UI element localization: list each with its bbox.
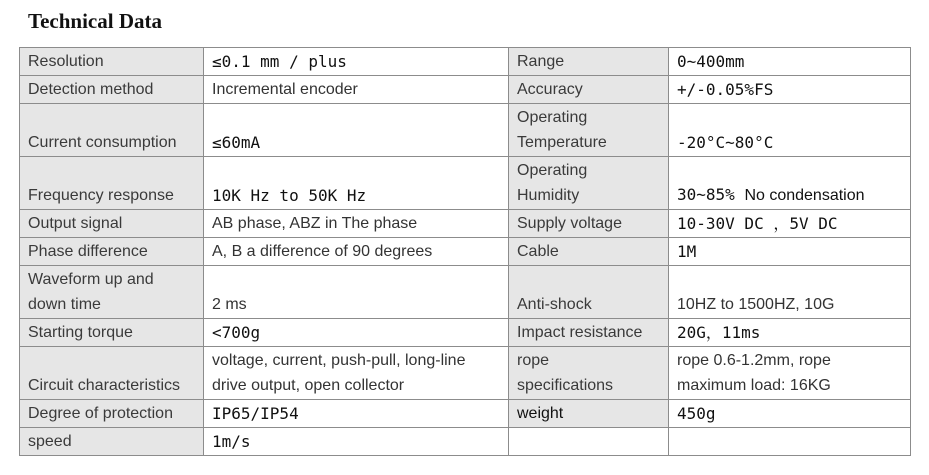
spec-value: 10HZ to 1500HZ, 10G (669, 266, 911, 319)
spec-label: weight (509, 400, 669, 428)
spec-value: <700g (204, 319, 509, 347)
spec-label-line: Waveform up and (28, 271, 154, 288)
spec-label-multiline (509, 347, 669, 400)
spec-label-line: Operating (517, 109, 588, 126)
spec-value: 10K Hz to 50K Hz (204, 157, 509, 210)
spec-value: 10-30V DC ，5V DC (669, 210, 911, 238)
spec-value-line: maximum load: 16KG (677, 377, 831, 394)
spec-label-line: Humidity (517, 187, 580, 204)
spec-label: Accuracy (509, 76, 669, 104)
empty-cell (669, 428, 911, 456)
spec-label: Cable (509, 238, 669, 266)
spec-value: 1m/s (204, 428, 509, 456)
spec-value: ≤0.1 mm / plus (204, 48, 509, 76)
spec-value: 0~400mm (669, 48, 911, 76)
spec-label-line: Temperature (517, 134, 607, 151)
spec-label: Starting torque (20, 319, 204, 347)
spec-value: A, B a difference of 90 degrees (204, 238, 509, 266)
spec-label: Degree of protection (20, 400, 204, 428)
spec-label: Impact resistance (509, 319, 669, 347)
spec-value: 2 ms (204, 266, 509, 319)
spec-value: 20G，11ms (669, 319, 911, 347)
table-row (20, 319, 911, 347)
spec-value-multiline (669, 347, 911, 400)
spec-label: Circuit characteristics (20, 347, 204, 400)
table-row (20, 266, 911, 319)
spec-value: Incremental encoder (204, 76, 509, 104)
spec-label: Supply voltage (509, 210, 669, 238)
spec-label-multiline (509, 157, 669, 210)
spec-label-line: down time (28, 296, 101, 313)
spec-value: ≤60mA (204, 104, 509, 157)
spec-label-line: rope (517, 352, 550, 369)
spec-value: AB phase, ABZ in The phase (204, 210, 509, 238)
spec-value: IP65/IP54 (204, 400, 509, 428)
spec-label: Output signal (20, 210, 204, 238)
spec-label: Current consumption (20, 104, 204, 157)
spec-label: Resolution (20, 48, 204, 76)
spec-label: Range (509, 48, 669, 76)
spec-value: -20°C~80°C (669, 104, 911, 157)
spec-value-note: No condensation (744, 187, 865, 204)
spec-label: Phase difference (20, 238, 204, 266)
table-row (20, 210, 911, 238)
empty-cell (509, 428, 669, 456)
spec-label: speed (20, 428, 204, 456)
spec-label-multiline (20, 266, 204, 319)
table-row (20, 238, 911, 266)
spec-label-line: specifications (517, 377, 614, 394)
spec-value: 450g (669, 400, 911, 428)
spec-label: Detection method (20, 76, 204, 104)
spec-value: +/-0.05%FS (669, 76, 911, 104)
table-row (20, 76, 911, 104)
spec-value-line: voltage, current, push-pull, long-line (212, 352, 466, 369)
table-row (20, 157, 911, 210)
spec-value-multiline (204, 347, 509, 400)
spec-value-main: 30~85% (677, 185, 735, 204)
table-row (20, 400, 911, 428)
table-row (20, 428, 911, 456)
technical-data-table (19, 47, 911, 456)
spec-value (669, 157, 911, 210)
spec-value: 1M (669, 238, 911, 266)
page-title: Technical Data (28, 9, 162, 33)
spec-label: Frequency response (20, 157, 204, 210)
spec-value-line: rope 0.6-1.2mm, rope (677, 352, 831, 369)
table-row (20, 347, 911, 400)
table-row (20, 104, 911, 157)
spec-label-multiline (509, 104, 669, 157)
spec-label: Anti-shock (509, 266, 669, 319)
table-row (20, 48, 911, 76)
spec-label-line: Operating (517, 162, 588, 179)
spec-value-line: drive output, open collector (212, 377, 405, 394)
